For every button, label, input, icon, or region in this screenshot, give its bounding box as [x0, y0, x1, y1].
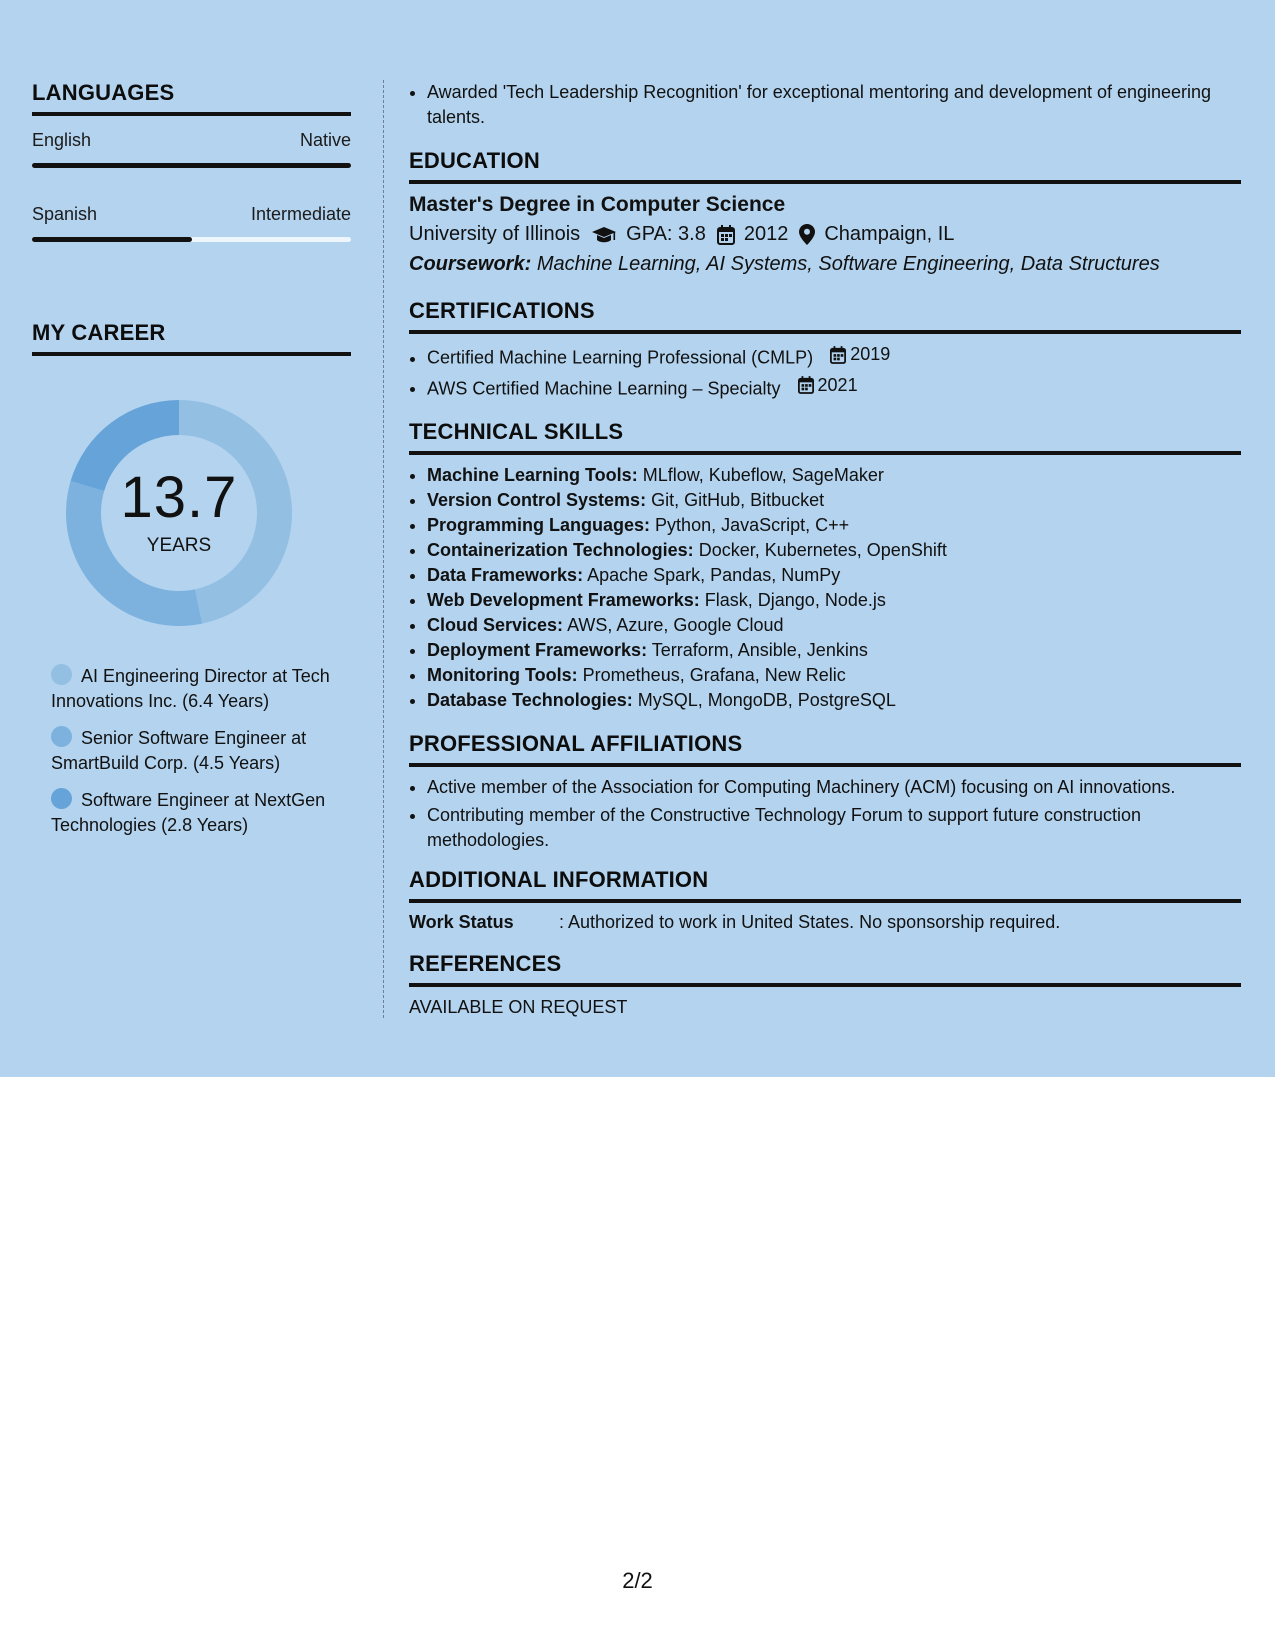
column-divider: [383, 80, 384, 1018]
page-number: 2/2: [622, 1568, 653, 1593]
skills-title: TECHNICAL SKILLS: [409, 419, 1241, 455]
certification-item: [427, 342, 1241, 371]
legend-dot-icon: [51, 664, 72, 685]
right-column: [409, 80, 1241, 1018]
left-column: [32, 80, 351, 850]
skills-list: [409, 463, 1241, 713]
skill-item: [427, 588, 1241, 613]
calendar-icon: [798, 376, 814, 394]
education-degree: Master's Degree in Computer Science: [409, 193, 786, 216]
skill-value: Flask, Django, Node.js: [704, 590, 886, 610]
education-gpa: GPA: 3.8: [626, 223, 706, 245]
skill-item: [427, 613, 1241, 638]
career-title: MY CAREER: [32, 320, 351, 356]
certifications-list: [409, 342, 1241, 401]
career-legend-item: [51, 788, 331, 838]
language-item: [32, 130, 351, 168]
affiliation-item: • Contributing member of the Constructive Technology Forum to support future construction methodologies.: [427, 803, 1241, 853]
coursework-list: Machine Learning, AI Systems, Software Engineering, Data Structures: [536, 253, 1160, 275]
language-proficiency-bar: [32, 237, 351, 242]
skill-label: Database Technologies:: [427, 690, 633, 710]
language-proficiency-bar: [32, 163, 351, 168]
additional-info-title: ADDITIONAL INFORMATION: [409, 867, 1241, 903]
career-total-unit: YEARS: [146, 535, 212, 556]
certifications-section: [409, 298, 1241, 401]
skill-value: MySQL, MongoDB, PostgreSQL: [637, 690, 896, 710]
graduation-cap-icon: [591, 226, 617, 244]
language-proficiency-fill: [32, 163, 351, 168]
career-role-label: Senior Software Engineer at SmartBuild Corp. (4.5 Years): [51, 728, 307, 773]
map-pin-icon: [799, 224, 815, 245]
skill-item: [427, 463, 1241, 488]
additional-info-section: [409, 867, 1241, 933]
language-item: [32, 204, 351, 242]
references-section: [409, 951, 1241, 1018]
skill-item: [427, 538, 1241, 563]
languages-title: LANGUAGES: [32, 80, 351, 116]
education-title: EDUCATION: [409, 148, 1241, 184]
skill-value: Python, JavaScript, C++: [655, 515, 850, 535]
calendar-icon: [717, 225, 735, 245]
career-legend-item: [51, 664, 331, 714]
references-text: AVAILABLE ON REQUEST: [409, 997, 628, 1017]
skill-label: Web Development Frameworks:: [427, 590, 700, 610]
legend-dot-icon: [51, 726, 72, 747]
skill-label: Version Control Systems:: [427, 490, 647, 510]
career-legend-item: [51, 726, 331, 776]
language-name: Spanish: [32, 204, 98, 224]
skill-label: Cloud Services:: [427, 615, 564, 635]
affiliations-list: [409, 775, 1241, 853]
education-meta: [409, 223, 1241, 246]
career-role-label: Software Engineer at NextGen Technologies (2.8 Years): [51, 790, 326, 835]
work-status-label: Work Status: [409, 912, 514, 932]
certification-name: AWS Certified Machine Learning – Specialty: [427, 378, 781, 398]
legend-dot-icon: [51, 788, 72, 809]
coursework-label: Coursework:: [409, 253, 532, 275]
certification-name: Certified Machine Learning Professional (CMLP): [427, 347, 814, 368]
education-section: [409, 148, 1241, 276]
skill-item: [427, 488, 1241, 513]
intro-bullet: • Awarded 'Tech Leadership Recognition' for exceptional mentoring and development of engineering talents.: [427, 80, 1241, 130]
skill-value: MLflow, Kubeflow, SageMaker: [642, 465, 884, 485]
career-legend: [51, 664, 331, 838]
affiliation-item: • Active member of the Association for Computing Machinery (ACM) focusing on AI innovations.: [427, 775, 1241, 800]
certification-year: 2019: [850, 344, 891, 364]
skill-value: Apache Spark, Pandas, NumPy: [587, 565, 841, 585]
references-title: REFERENCES: [409, 951, 1241, 987]
work-status-value: : Authorized to work in United States. No sponsorship required.: [559, 912, 1061, 932]
career-donut-chart: [64, 398, 294, 628]
skill-value: AWS, Azure, Google Cloud: [567, 615, 784, 635]
skill-value: Git, GitHub, Bitbucket: [651, 490, 825, 510]
language-level: Native: [299, 130, 351, 150]
work-status-row: [409, 912, 1241, 933]
skill-label: Deployment Frameworks:: [427, 640, 648, 660]
skill-label: Monitoring Tools:: [427, 665, 578, 685]
certifications-title: CERTIFICATIONS: [409, 298, 1241, 334]
skill-label: Containerization Technologies:: [427, 540, 694, 560]
language-proficiency-fill: [32, 237, 192, 242]
affiliations-section: [409, 731, 1241, 853]
language-level: Intermediate: [250, 204, 351, 224]
skill-label: Data Frameworks:: [427, 565, 584, 585]
skill-item: [427, 563, 1241, 588]
skill-value: Terraform, Ansible, Jenkins: [651, 640, 868, 660]
skill-value: Docker, Kubernetes, OpenShift: [698, 540, 947, 560]
language-name: English: [32, 130, 92, 150]
skill-item: [427, 688, 1241, 713]
career-total-years: 13.7: [120, 465, 238, 530]
calendar-icon: [830, 346, 846, 364]
skill-label: Programming Languages:: [427, 515, 651, 535]
skill-item: [427, 638, 1241, 663]
certification-item: [427, 373, 1241, 402]
certification-year: 2021: [817, 374, 858, 395]
education-school: University of Illinois: [409, 223, 581, 245]
skill-label: Machine Learning Tools:: [427, 465, 638, 485]
skills-section: [409, 419, 1241, 713]
skill-item: [427, 513, 1241, 538]
skill-item: [427, 663, 1241, 688]
education-coursework: [409, 253, 1241, 276]
education-year: 2012: [743, 223, 789, 245]
affiliations-title: PROFESSIONAL AFFILIATIONS: [409, 731, 1241, 767]
career-role-label: AI Engineering Director at Tech Innovations Inc. (6.4 Years): [51, 666, 330, 711]
skill-value: Prometheus, Grafana, New Relic: [582, 665, 846, 685]
intro-bullets: [409, 80, 1241, 130]
education-location: Champaign, IL: [824, 223, 955, 245]
